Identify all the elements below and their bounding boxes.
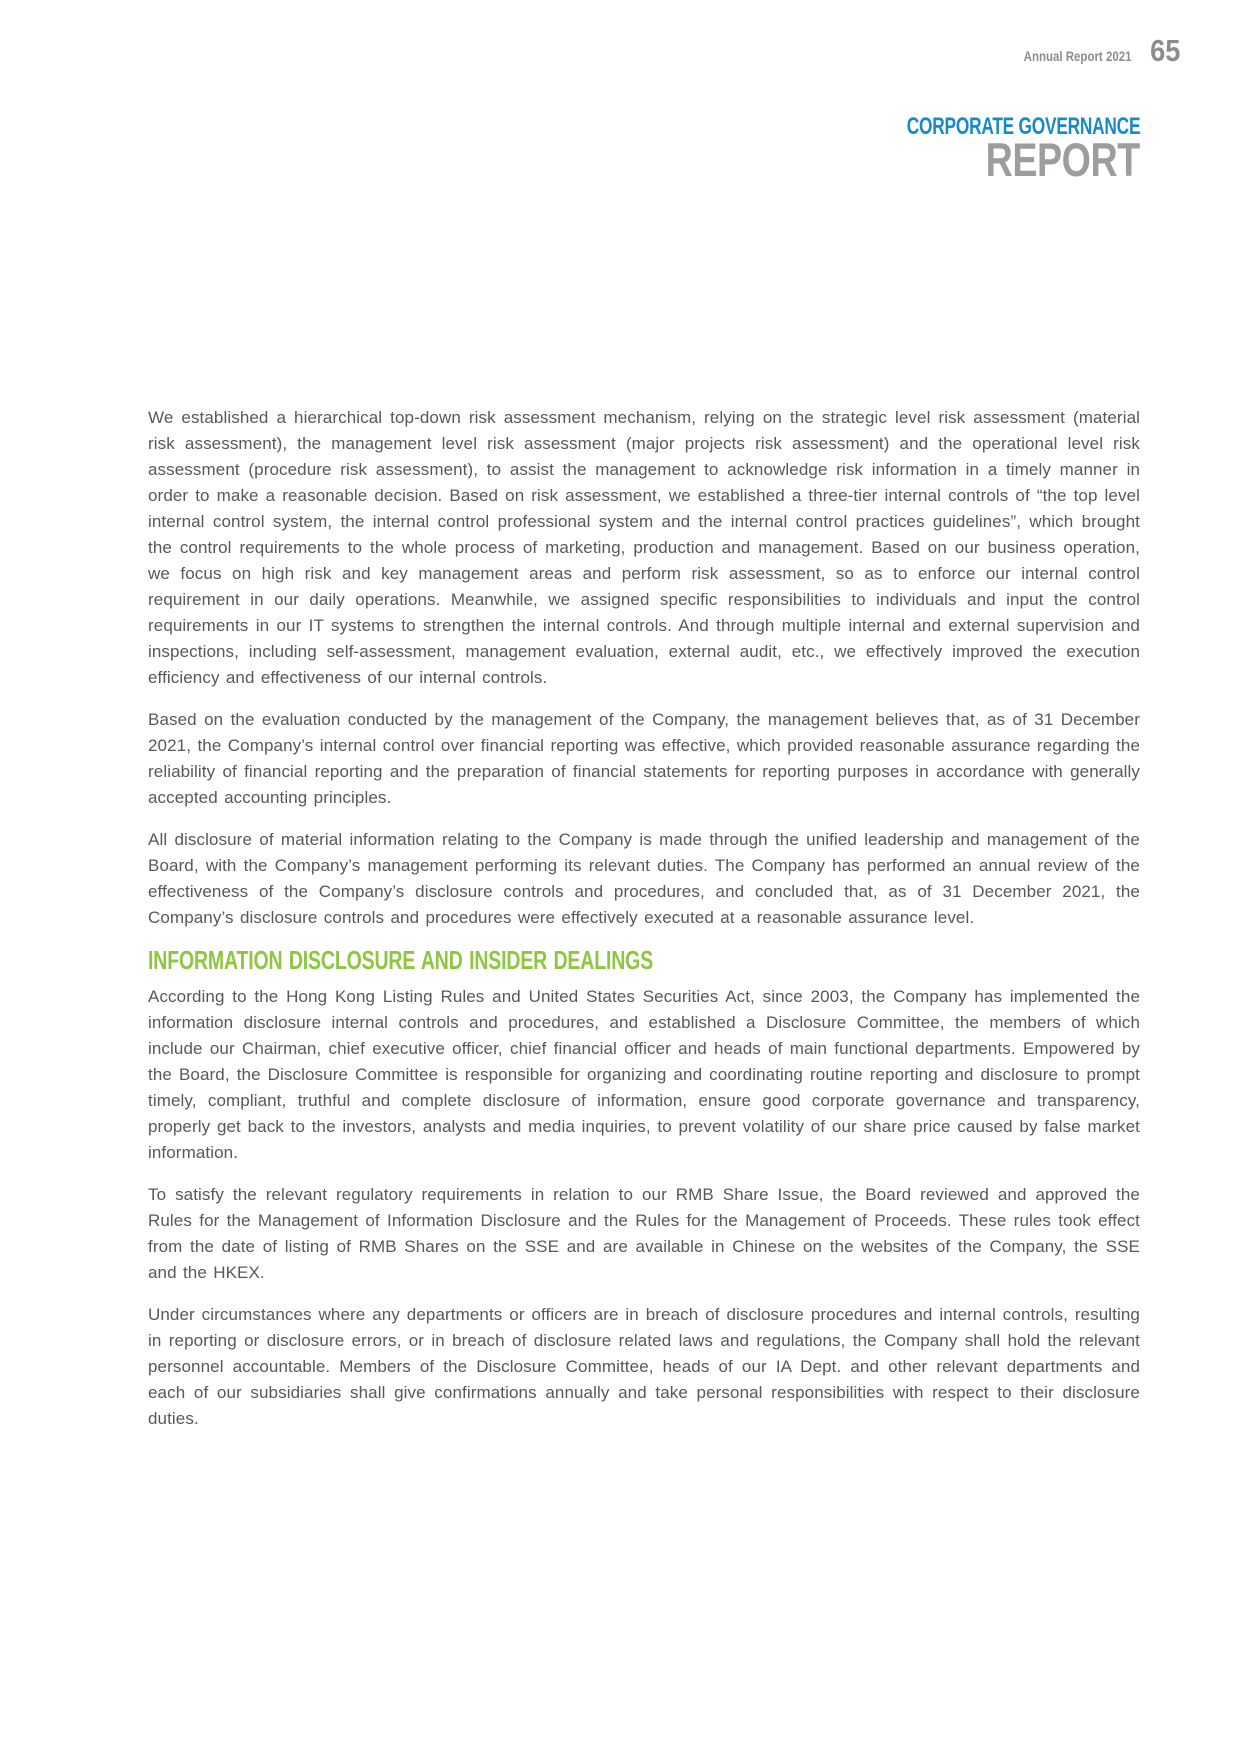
paragraph-rmb-share-rules: To satisfy the relevant regulatory requirements in relation to our RMB Share Issue, the Board reviewed and approved the Rules for the Management of Information Disclosure and the Rules for the Management of Proceeds. These rules took effect from the date of listing of RMB Shares on the SSE and are available in Chinese on the websites of the Company, the SSE and the HKEX.: [148, 1185, 1140, 1282]
section-heading-information-disclosure: [148, 947, 1140, 974]
section-heading-text: INFORMATION DISCLOSURE AND INSIDER DEALINGS: [148, 945, 654, 975]
content-column: [148, 405, 1140, 1448]
chapter-title-kicker-text: CORPORATE GOVERNANCE: [906, 113, 1140, 140]
page-number: 65: [1149, 33, 1180, 68]
chapter-title-main-text: REPORT: [985, 133, 1140, 186]
chapter-title-main: [816, 133, 1140, 190]
paragraph-risk-assessment-mechanism: We established a hierarchical top-down risk assessment mechanism, relying on the strategic level risk assessment (material risk assessment), the management level risk assessment (major projects risk assessment) and the operational level risk assessment (procedure risk assessment), to assist the management to acknowledge risk information in a timely manner in order to make a reasonable decision. Based on risk assessment, we established a three-tier internal controls of “the top level internal control system, the internal control professional system and the internal control practices guidelines”, which brought the control requirements to the whole process of marketing, production and management. Based on our business operation, we focus on high risk and key management areas and perform risk assessment, so as to enforce our internal control requirement in our daily operations. Meanwhile, we assigned specific responsibilities to individuals and input the control requirements in our IT systems to strengthen the internal controls. And through multiple internal and external supervision and inspections, including self-assessment, management evaluation, external audit, etc., we effectively improved the execution efficiency and effectiveness of our internal controls.: [148, 408, 1140, 687]
paragraph-breach-accountability: Under circumstances where any departments or officers are in breach of disclosure procedures and internal controls, resulting in reporting or disclosure errors, or in breach of disclosure related laws and regulations, the Company shall hold the relevant personnel accountable. Members of the Disclosure Committee, heads of our IA Dept. and other relevant departments and each of our subsidiaries shall give confirmations annually and take personal responsibilities with respect to their disclosure duties.: [148, 1305, 1140, 1428]
chapter-title: [816, 113, 1140, 190]
paragraph-disclosure-committee: According to the Hong Kong Listing Rules and United States Securities Act, since 2003, the Company has implemented the information disclosure internal controls and procedures, and established a Disclosure Committee, the members of which include our Chairman, chief executive officer, chief financial officer and heads of main functional departments. Empowered by the Board, the Disclosure Committee is responsible for organizing and coordinating routine reporting and disclosure to prompt timely, compliant, truthful and complete disclosure of information, ensure good corporate governance and transparency, properly get back to the investors, analysts and media inquiries, to prevent volatility of our share price caused by false market information.: [148, 987, 1140, 1162]
page-header: [1000, 33, 1180, 69]
paragraph-disclosure-of-material-information: All disclosure of material information relating to the Company is made through the unified leadership and management of the Board, with the Company’s management performing its relevant duties. The Company has performed an annual review of the effectiveness of the Company’s disclosure controls and procedures, and concluded that, as of 31 December 2021, the Company’s disclosure controls and procedures were effectively executed at a reasonable assurance level.: [148, 830, 1140, 927]
report-label: Annual Report 2021: [1023, 48, 1132, 64]
paragraph-management-evaluation: Based on the evaluation conducted by the management of the Company, the management believes that, as of 31 December 2021, the Company’s internal control over financial reporting was effective, which provided reasonable assurance regarding the reliability of financial reporting and the preparation of financial statements for reporting purposes in accordance with generally accepted accounting principles.: [148, 710, 1140, 807]
